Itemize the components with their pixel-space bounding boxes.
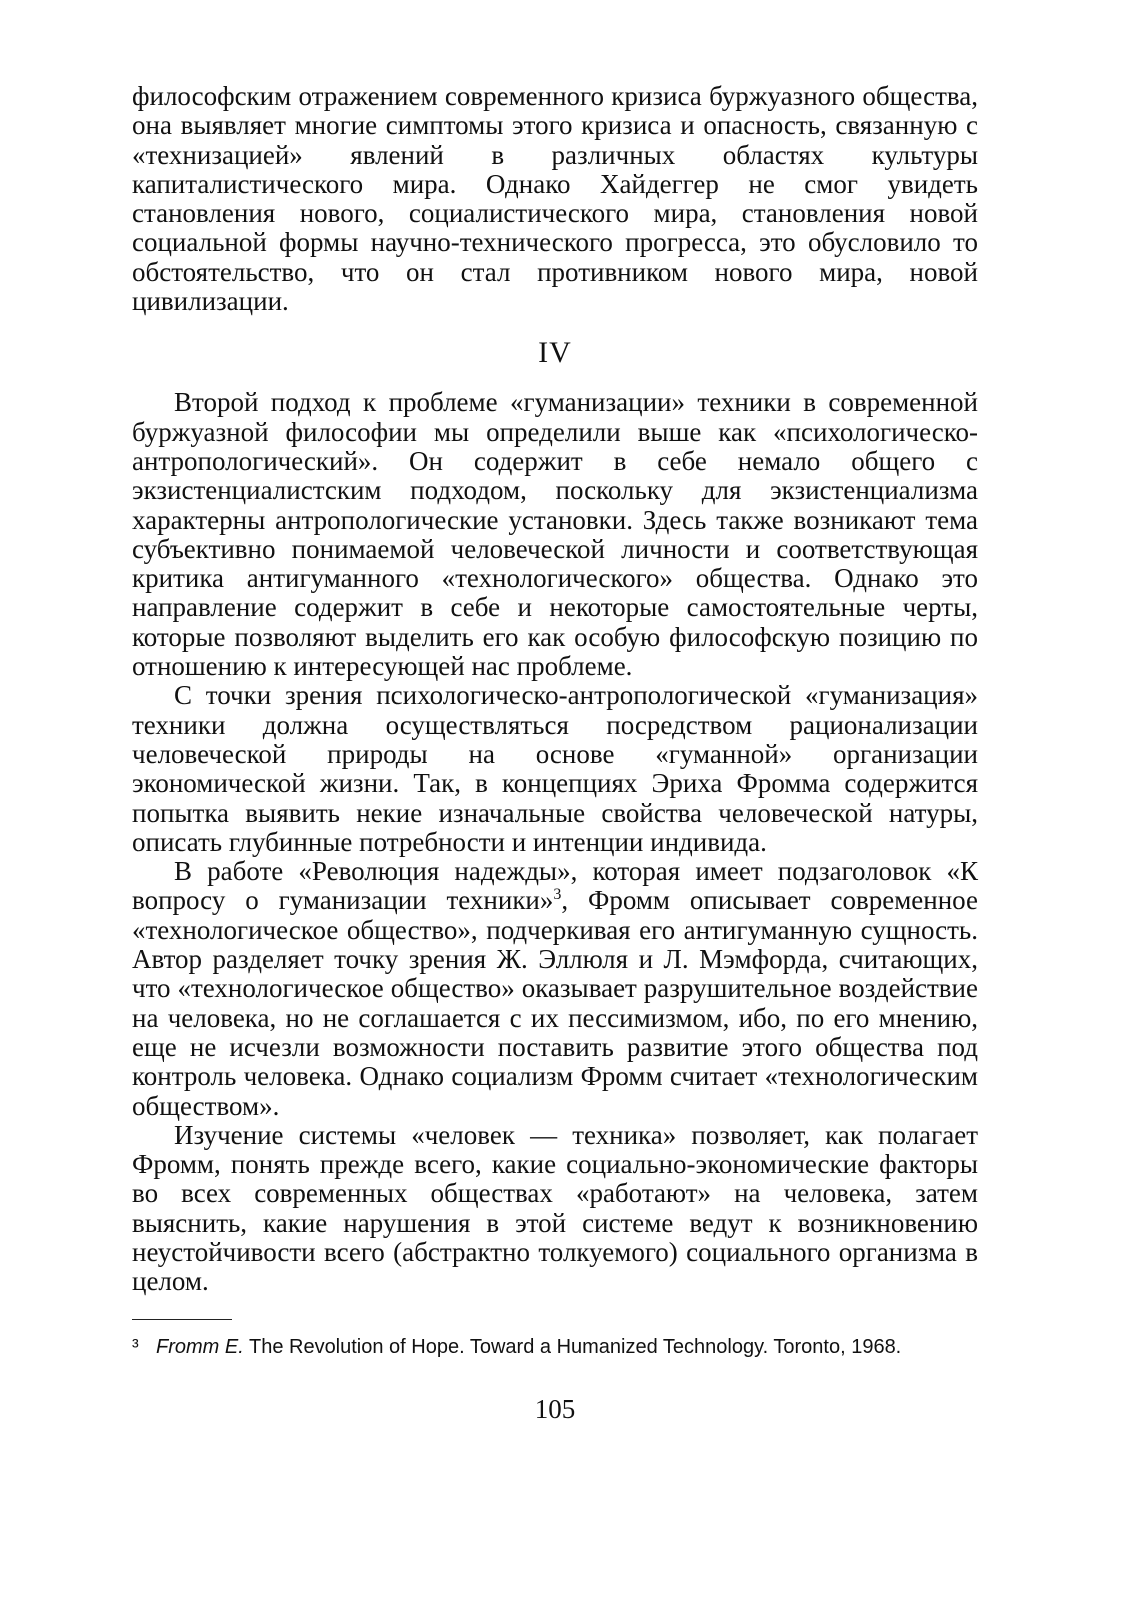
footnote-mark: ³ (132, 1335, 139, 1358)
paragraph-revolution-of-hope (132, 857, 978, 1121)
paragraph-psych-anthropological: С точки зрения психологическо-антропологической «гуманизация» техники должна осуществляться посредством рационализации человеческой природы на основе «гуманной» организации экономической жизни. Так, в концепциях Эриха Фромма содержится попытка выявить некие изначальные свойства человеческой натуры, описать глубинные потребности и интенции индивида. (132, 680, 978, 857)
paragraph-text-part: В работе «Революция надежды», которая имеет подзаголовок «К вопросу о гуманизации техники» (132, 856, 978, 916)
footnote-author: Fromm E. (156, 1335, 244, 1358)
footnote (132, 1334, 978, 1360)
paragraph-text-part: , Фромм описывает современное «технологическое общество», подчеркивая его антигуманную сущность. Автор разделяет точку зрения Ж. Эллюля и Л. Мэмфорда, считающих, что «технологическое общество» оказывает разрушительное воздействие на человека, но не соглашается с их пессимизмом, ибо, по его мнению, еще не исчезли возможности поставить развитие этого общества под контроль человека. Однако социализм Фромм считает «технологическим обществом». (132, 885, 978, 1121)
page-number: 105 (534, 1393, 576, 1424)
footnote-rule (132, 1319, 232, 1320)
paragraph-second-approach: Второй подход к проблеме «гуманизации» техники в современной буржуазной философии мы определили выше как «психологическо-антропологический». Он содержит в себе немало общего с экзистенциалистским подходом, поскольку для экзистенциализма характерны антропологические установки. Здесь также возникают тема субъективно понимаемой человеческой личности и соответствующая критика антигуманного «технологического» общества. Однако это направление содержит в себе и некоторые самостоятельные черты, которые позволяют выделить его как особую философскую позицию по отношению к интересующей нас проблеме. (132, 387, 978, 682)
footnotes-section (132, 1319, 978, 1360)
footnote-reference: 3 (553, 886, 562, 904)
paragraph-human-technology-system: Изучение системы «человек — техника» позволяет, как полагает Фромм, понять прежде всего, какие социально-экономические факторы во всех современных обществах «работают» на человека, затем выяснить, какие нарушения в этой системе ведут к возникновению неустойчивости всего (абстрактно толкуемого) социального организма в целом. (132, 1119, 978, 1297)
paragraph-continuation: философским отражением современного кризиса буржуазного общества, она выявляет многие симптомы этого кризиса и опасность, связанную с «технизацией» явлений в различных областях культуры капиталистического мира. Однако Хайдеггер не смог увидеть становления нового, социалистического мира, становления новой социальной формы научно-технического прогресса, это обусловило то обстоятельство, что он стал противником нового мира, новой цивилизации. (132, 81, 978, 317)
footnote-text: The Revolution of Hope. Toward a Humanized Technology. Toronto, 1968. (243, 1335, 902, 1358)
book-page (132, 82, 978, 1425)
section-heading: IV (538, 336, 572, 370)
